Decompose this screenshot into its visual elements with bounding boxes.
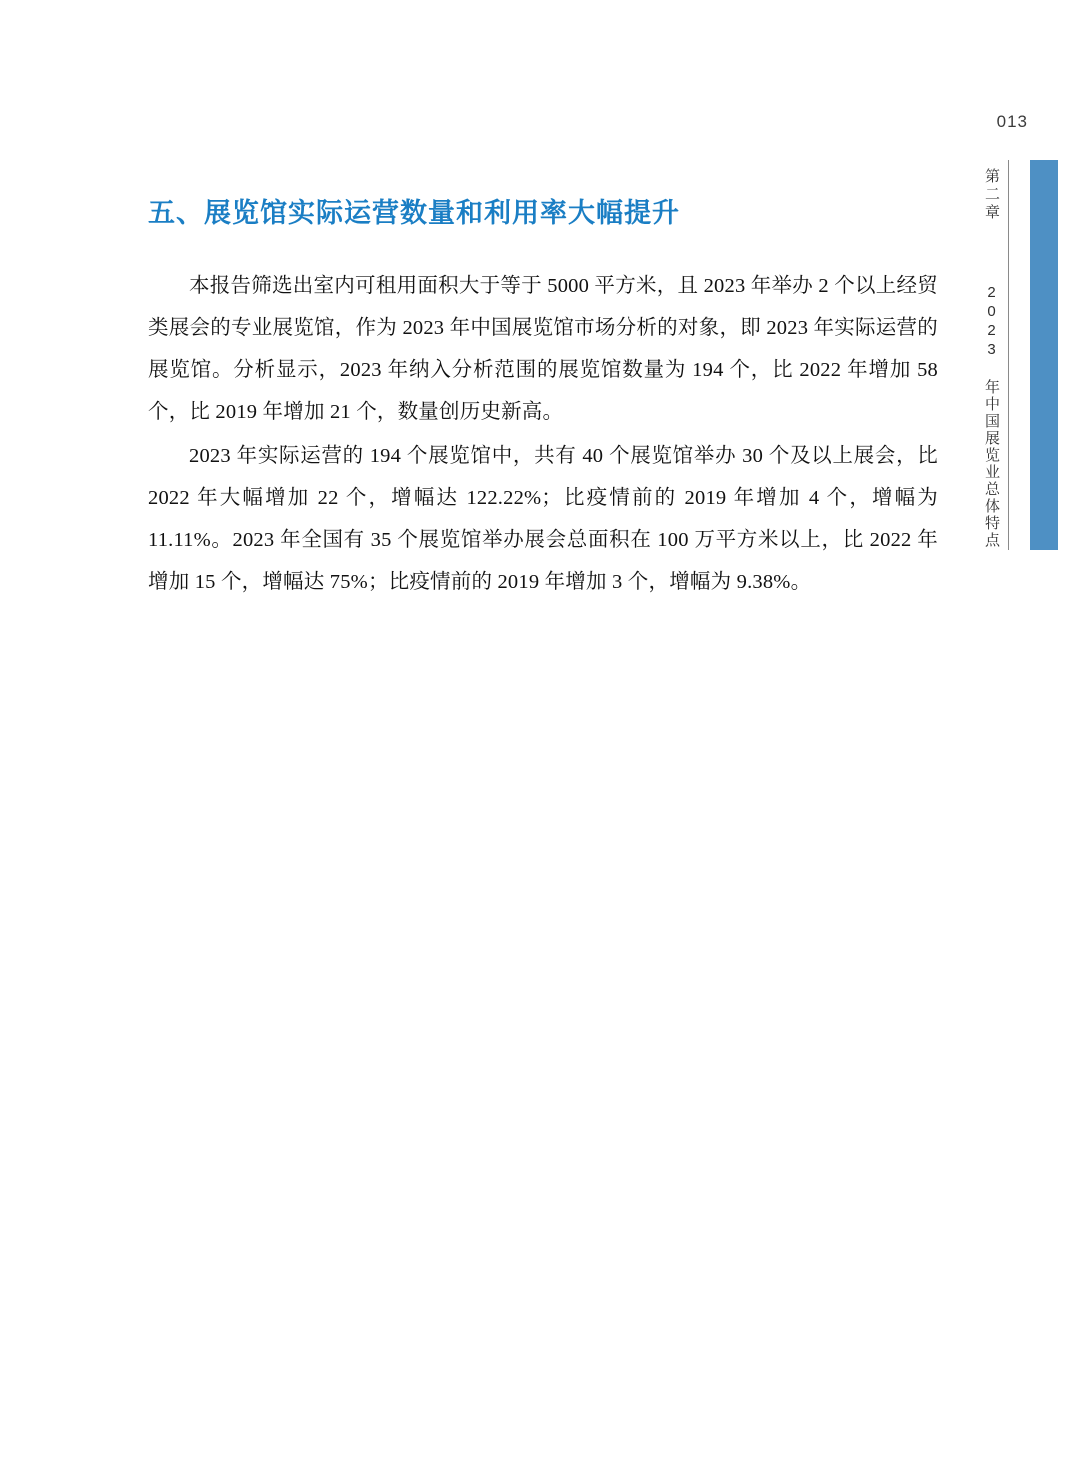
sidebar-running-head (970, 168, 1000, 549)
sidebar-title-label: 2023 年中国展览业总体特点 (983, 284, 1000, 549)
sidebar-chapter-label: 第二章 (983, 168, 1000, 222)
body-paragraph: 本报告筛选出室内可租用面积大于等于 5000 平方米，且 2023 年举办 2 个以上经贸类展会的专业展览馆，作为 2023 年中国展览馆市场分析的对象，即 2023 年实际运营的展览馆。分析显示，2023 年纳入分析范围的展览馆数量为 194 个，比 2022 年增加 58 个，比 2019 年增加 21 个，数量创历史新高。 (148, 275, 938, 424)
sidebar-accent-bar (1030, 160, 1058, 550)
sidebar-rule (1008, 160, 1009, 550)
section-heading: 五、展览馆实际运营数量和利用率大幅提升 (148, 198, 680, 228)
body-paragraph: 2023 年实际运营的 194 个展览馆中，共有 40 个展览馆举办 30 个及以上展会，比 2022 年大幅增加 22 个，增幅达 122.22%；比疫情前的 2019 年增加 4 个，增幅为 11.11%。2023 年全国有 35 个展览馆举办展会总面积在 100 万平方米以上，比 2022 年增加 15 个，增幅达 75%；比疫情前的 2019 年增加 3 个，增幅为 9.38%。 (148, 445, 938, 594)
page-number: 013 (996, 112, 1028, 131)
page-content (148, 196, 938, 605)
